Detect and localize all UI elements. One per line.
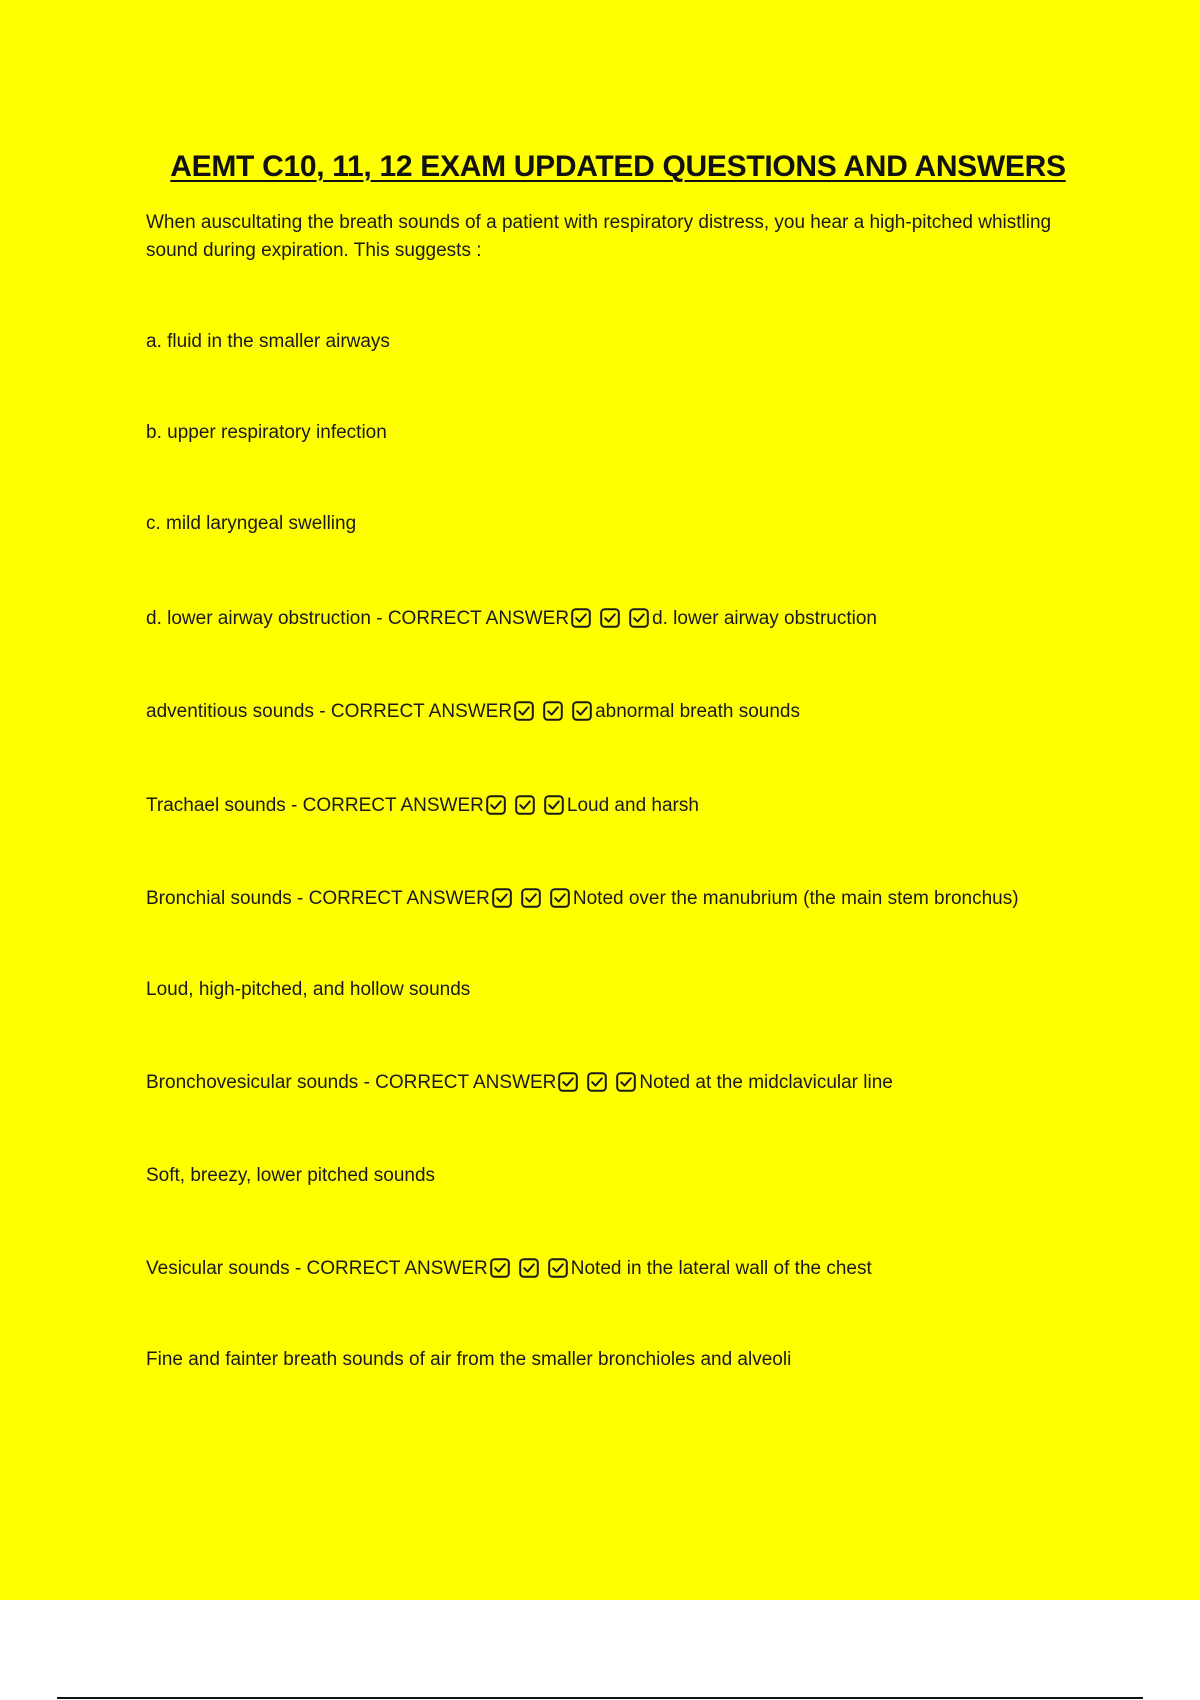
checkbox-check-icon xyxy=(616,1072,636,1092)
answer-line-bronchovesicular xyxy=(146,1069,1066,1097)
option-a: a. fluid in the smaller airways xyxy=(146,331,390,352)
document-title: AEMT C10, 11, 12 EXAM UPDATED QUESTIONS AND ANSWERS xyxy=(170,150,1066,183)
answer-term: Bronchovesicular sounds - xyxy=(146,1072,376,1093)
checkbox-check-icon xyxy=(550,888,570,908)
checkbox-check-icon xyxy=(587,1072,607,1092)
footer-rule xyxy=(57,1697,1143,1699)
checkbox-check-icon xyxy=(521,888,541,908)
check-icons xyxy=(514,701,594,721)
correct-answer-label: CORRECT ANSWER xyxy=(375,1072,557,1093)
answer-line-d xyxy=(146,605,1066,633)
check-icons xyxy=(486,795,566,815)
checkbox-check-icon xyxy=(600,608,620,628)
check-icons xyxy=(558,1072,638,1092)
checkbox-check-icon xyxy=(486,795,506,815)
note-bronchial: Loud, high-pitched, and hollow sounds xyxy=(146,979,471,1000)
answer-term: adventitious sounds - xyxy=(146,701,331,722)
option-c: c. mild laryngeal swelling xyxy=(146,513,357,534)
checkbox-check-icon xyxy=(548,1258,568,1278)
answer-text: d. lower airway obstruction xyxy=(652,608,877,629)
check-icons xyxy=(490,1258,570,1278)
correct-answer-label: CORRECT ANSWER xyxy=(330,701,513,722)
checkbox-check-icon xyxy=(558,1072,578,1092)
answer-text: Noted in the lateral wall of the chest xyxy=(570,1258,872,1279)
answer-term: Trachael sounds - xyxy=(146,795,303,816)
checkbox-check-icon xyxy=(515,795,535,815)
checkbox-check-icon xyxy=(543,701,563,721)
checkbox-check-icon xyxy=(492,888,512,908)
correct-answer-label: CORRECT ANSWER xyxy=(387,608,570,629)
answer-text: Noted at the midclavicular line xyxy=(639,1072,893,1093)
checkbox-check-icon xyxy=(514,701,534,721)
checkbox-check-icon xyxy=(572,701,592,721)
answer-term: Vesicular sounds - xyxy=(146,1258,307,1279)
checkbox-check-icon xyxy=(490,1258,510,1278)
answer-line-adventitious xyxy=(146,698,1066,726)
check-icons xyxy=(571,608,651,628)
answer-term: d. lower airway obstruction - xyxy=(146,608,388,629)
answer-text: Loud and harsh xyxy=(566,795,699,816)
answer-line-bronchial xyxy=(146,885,1066,913)
checkbox-check-icon xyxy=(571,608,591,628)
checkbox-check-icon xyxy=(544,795,564,815)
answer-text: abnormal breath sounds xyxy=(595,701,800,722)
answer-term: Bronchial sounds - xyxy=(146,888,309,909)
correct-answer-label: CORRECT ANSWER xyxy=(308,888,490,909)
note-vesicular: Fine and fainter breath sounds of air from the smaller bronchioles and alveoli xyxy=(146,1349,792,1370)
correct-answer-label: CORRECT ANSWER xyxy=(302,795,484,816)
note-bronchovesicular: Soft, breezy, lower pitched sounds xyxy=(146,1165,436,1186)
correct-answer-label: CORRECT ANSWER xyxy=(306,1258,488,1279)
checkbox-check-icon xyxy=(629,608,649,628)
question-text: When auscultating the breath sounds of a patient with respiratory distress, you hear a high-pitched whistling sound during expiration. This suggests : xyxy=(146,212,1052,261)
checkbox-check-icon xyxy=(519,1258,539,1278)
check-icons xyxy=(492,888,572,908)
answer-line-tracheal xyxy=(146,792,1066,820)
answer-line-vesicular xyxy=(146,1255,1066,1283)
answer-text: Noted over the manubrium (the main stem bronchus) xyxy=(572,888,1019,909)
option-b: b. upper respiratory infection xyxy=(146,422,387,443)
